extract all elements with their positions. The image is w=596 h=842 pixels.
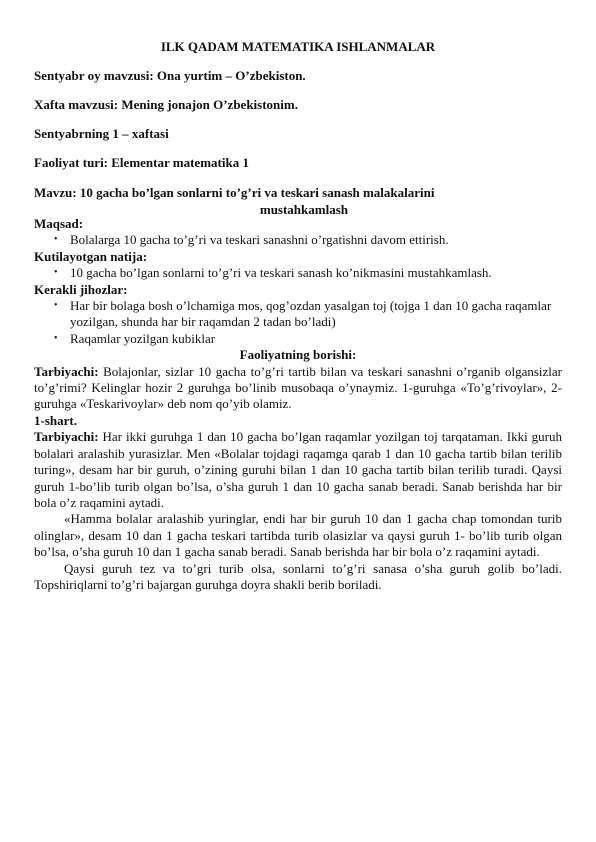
expected-result-item: • 10 gacha bo’lgan sonlarni to’g’ri va teskari sanash ko’nikmasini mustahkamlash. [34, 265, 562, 281]
document-title: ILK QADAM MATEMATIKA ISHLANMALAR [160, 39, 436, 54]
topic-line-1: Mavzu: 10 gacha bo’lgan sonlarni to’g’ri va teskari sanash malakalarini [34, 185, 435, 200]
condition-text: Har ikki guruhga 1 dan 10 gacha bo’lgan raqamlar yozilgan toj tarqataman. Ikki guruh bolalari aralashib yurasizlar. Men «Bolalar tojdagi raqamga qarab 1 dan 10 gacha tartib bilan terilib turing», desam har bir guruh, o’zining guruhi bilan 1 dan 10 gacha tartib bilan terilib turadi. Qaysi guruh 1-bo’lib turib olgan bo’lsa, o’sha guruh 1 dan 10 gacha sanab beradi. Sanab berishda har bir bola o’z raqamini aytadi. [34, 429, 562, 510]
condition-paragraph [34, 429, 562, 511]
intro-text: Bolajonlar, sizlar 10 gacha to’g’ri tartib bilan va teskari sanashni o’rganib olgansizlar to’g’rimi? Kelinglar hozir 2 guruhga bo’linib musobaqa o’ynaymiz. 1-guruhga «To’g’rivoylar», 2-guruhga «Teskarivoylar» deb nom qo’yib olamiz. [34, 363, 562, 412]
expected-result-heading: Kutilayotgan natija: [34, 248, 148, 264]
goal-heading: Maqsad: [34, 216, 84, 231]
winner-paragraph: Qaysi guruh tez va to’gri turib olsa, sonlarni to’g’ri sanasa o’sha guruh golib bo’ladi. Topshiriqlarni to’g’ri bajargan guruhga doyra shakli berib boriladi. [34, 560, 562, 592]
goal-list [34, 232, 562, 248]
materials-item: • Raqamlar yozilgan kubiklar [34, 331, 562, 347]
condition-heading: 1-shart. [34, 412, 77, 428]
reverse-order-paragraph: «Hamma bolalar aralashib yuringlar, endi har bir guruh 10 dan 1 gacha chap tomondan turib olinglar», desam 10 dan 1 gacha teskari tartibda turib olasizlar va qaysi guruh 1- bo’lib turib olgan bo’lsa, o’sha guruh 10 dan 1 gacha sanab beradi. Sanab berishda har bir bola o’z raqamini aytadi. [34, 511, 562, 560]
goal-item: • Bolalarga 10 gacha to’g’ri va teskari sanashni o’rgatishni davom ettirish. [34, 232, 562, 248]
process-heading: Faoliyatning borishi: [239, 347, 357, 363]
week-topic: Xafta mavzusi: Mening jonajon O’zbekistonim. [34, 97, 298, 112]
materials-item: • Har bir bolaga bosh o’lchamiga mos, qog’ozdan yasalgan toj (tojga 1 dan 10 gacha raqamlar yozilgan, shunda har bir raqamdan 2 tadan bo’ladi) [34, 298, 562, 331]
materials-list [34, 298, 562, 347]
teacher-label: Tarbiyachi: [34, 363, 99, 379]
document-body [34, 216, 562, 593]
topic-line-2: mustahkamlash [259, 202, 348, 217]
intro-paragraph [34, 364, 562, 413]
activity-type: Faoliyat turi: Elementar matematika 1 [34, 155, 249, 170]
materials-heading: Kerakli jihozlar: [34, 281, 128, 297]
lesson-topic [34, 184, 562, 218]
expected-result-list [34, 265, 562, 281]
month-topic: Sentyabr oy mavzusi: Ona yurtim – O’zbekiston. [34, 68, 306, 83]
teacher-label: Tarbiyachi: [34, 429, 99, 445]
week-label: Sentyabrning 1 – xaftasi [34, 126, 169, 141]
